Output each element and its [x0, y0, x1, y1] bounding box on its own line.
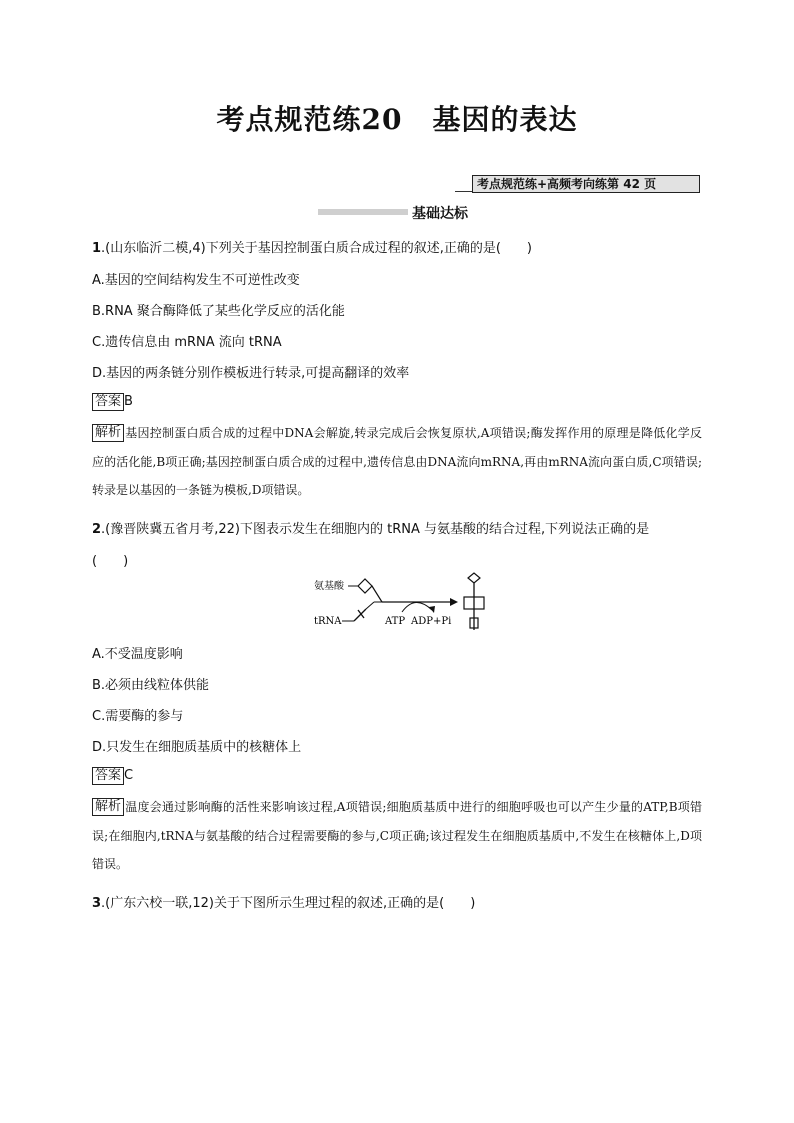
- q2-answer: [92, 767, 133, 785]
- page-title: [0, 98, 794, 138]
- q1-option-b: B.RNA 聚合酶降低了某些化学反应的活化能: [92, 304, 345, 319]
- q1-answer-value: B: [124, 394, 133, 409]
- question-2-number: 2: [92, 522, 102, 537]
- section-bar: [318, 209, 408, 215]
- question-2-stem-line2: ( ): [92, 554, 129, 569]
- question-3-number: 3: [92, 896, 102, 911]
- q2-option-d: D.只发生在细胞质基质中的核糖体上: [92, 740, 302, 755]
- figure-label-trna: tRNA: [314, 616, 342, 627]
- section-title: 基础达标: [412, 206, 468, 222]
- figure-label-atp: ATP: [385, 616, 406, 627]
- trna-amino-acid-figure: [310, 572, 510, 634]
- q2-option-c: C.需要酶的参与: [92, 709, 184, 724]
- q1-option-c: C.遗传信息由 mRNA 流向 tRNA: [92, 335, 282, 350]
- question-2-text: .(豫晋陕冀五省月考,22)下图表示发生在细胞内的 tRNA 与氨基酸的结合过程,下列说法正确的是: [101, 522, 650, 537]
- charged-trna-symbol: [464, 573, 484, 630]
- q2-answer-value: C: [124, 768, 134, 783]
- explain-tag: 解析: [92, 424, 124, 442]
- question-1-stem: [92, 237, 532, 256]
- title-left: 考点规范练20: [216, 103, 403, 136]
- question-2-stem: [92, 518, 649, 537]
- question-1-number: 1: [92, 241, 102, 256]
- q2-explanation: [92, 793, 702, 879]
- q2-option-b: B.必须由线粒体供能: [92, 678, 210, 693]
- question-1-text: .(山东临沂二模,4)下列关于基因控制蛋白质合成过程的叙述,正确的是( ): [101, 241, 533, 256]
- figure-label-adp: ADP+Pi: [411, 616, 452, 627]
- explain-tag: 解析: [92, 798, 124, 816]
- q1-option-a: A.基因的空间结构发生不可逆性改变: [92, 273, 300, 288]
- q2-explanation-text: 温度会通过影响酶的活性来影响该过程,A项错误;细胞质基质中进行的细胞呼吸也可以产生少量的ATP,B项错误;在细胞内,tRNA与氨基酸的结合过程需要酶的参与,C项正确;该过程发生在细胞质基质中,不发生在核糖体上,D项错误。: [92, 800, 702, 871]
- q2-option-a: A.不受温度影响: [92, 647, 183, 662]
- amino-acid-diamond: [358, 579, 372, 593]
- trna-small-symbol: [354, 602, 374, 621]
- title-right: 基因的表达: [432, 103, 578, 136]
- q1-explanation: [92, 419, 702, 505]
- atp-curve-arrow: [402, 602, 432, 612]
- question-3-text: .(广东六校一联,12)关于下图所示生理过程的叙述,正确的是( ): [101, 896, 476, 911]
- q1-option-d: D.基因的两条链分别作模板进行转录,可提高翻译的效率: [92, 366, 410, 381]
- answer-tag: 答案: [92, 767, 124, 785]
- q1-answer: [92, 393, 133, 411]
- figure-label-amino-acid: 氨基酸: [314, 581, 344, 592]
- q1-explanation-text: 基因控制蛋白质合成的过程中DNA会解旋,转录完成后会恢复原状,A项错误;酶发挥作用的原理是降低化学反应的活化能,B项正确;基因控制蛋白质合成的过程中,遗传信息由DNA流向mRNA,再由mRNA流向蛋白质,C项错误;转录是以基因的一条链为模板,D项错误。: [92, 426, 702, 497]
- answer-tag: 答案: [92, 393, 124, 411]
- question-3-stem: [92, 892, 475, 911]
- page-reference-box: 考点规范练+高频考向练第 42 页: [472, 175, 700, 193]
